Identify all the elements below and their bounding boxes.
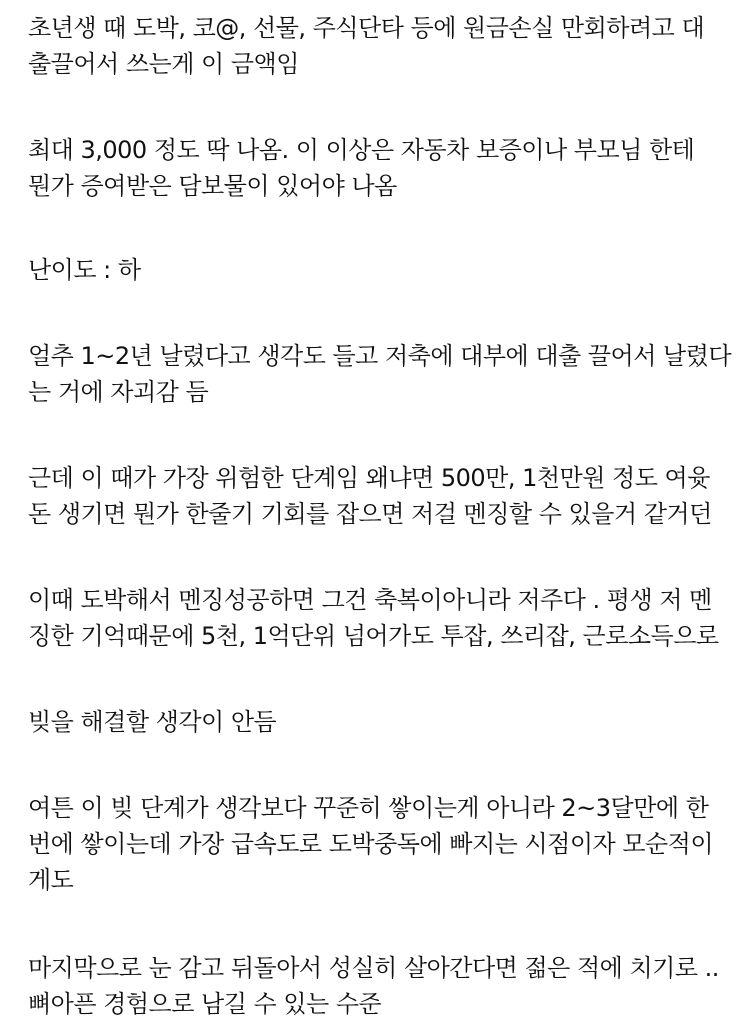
text-line: 는 거에 자괴감 듬 <box>28 378 209 406</box>
text-line: 징한 기억때문에 5천, 1억단위 넘어가도 투잡, 쓰리잡, 근로소득으로 <box>28 622 719 650</box>
text-line: 얼추 1~2년 날렸다고 생각도 들고 저축에 대부에 대출 끌어서 날렸다 <box>28 342 732 370</box>
text-line: 뼈아픈 경험으로 남길 수 있는 수준 <box>28 990 382 1018</box>
post-body <box>28 10 740 1022</box>
paragraph-conclusion <box>28 950 740 1022</box>
paragraph-loan-source <box>28 10 740 82</box>
paragraph-curse <box>28 582 740 654</box>
text-line: 이때 도박해서 멘징성공하면 그건 축복이아니라 저주다 . 평생 저 멘 <box>28 586 712 614</box>
text-line: 빚을 해결할 생각이 안듬 <box>28 708 277 736</box>
text-line: 여튼 이 빚 단계가 생각보다 꾸준히 쌓이는게 아니라 2~3달만에 한 <box>28 794 709 822</box>
paragraph-max-amount <box>28 132 740 204</box>
text-line: 난이도 : 하 <box>28 256 141 284</box>
text-line: 뭔가 증여받은 담보물이 있어야 나옴 <box>28 172 397 200</box>
text-line: 최대 3,000 정도 딱 나옴. 이 이상은 자동차 보증이나 부모님 한테 <box>28 136 695 164</box>
text-line: 근데 이 때가 가장 위험한 단계임 왜냐면 500만, 1천만원 정도 여윳 <box>28 464 710 492</box>
paragraph-debt-accumulation <box>28 790 740 898</box>
text-line: 초년생 때 도박, 코@, 선물, 주식단타 등에 원금손실 만회하려고 대 <box>28 14 705 42</box>
paragraph-difficulty <box>28 252 740 288</box>
text-line: 번에 쌓이는데 가장 급속도로 도박중독에 빠지는 시점이자 모순적이 <box>28 830 714 858</box>
text-line: 출끌어서 쓰는게 이 금액임 <box>28 50 299 78</box>
text-line: 돈 생기면 뭔가 한줄기 기회를 잡으면 저걸 멘징할 수 있을거 같거던 <box>28 500 712 528</box>
text-line: 마지막으로 눈 감고 뒤돌아서 성실히 살아간다면 젊은 적에 치기로 .. <box>28 954 719 982</box>
paragraph-no-solution <box>28 704 740 740</box>
text-line: 게도 <box>28 866 74 894</box>
paragraph-self-reproach <box>28 338 740 410</box>
paragraph-danger-stage <box>28 460 740 532</box>
